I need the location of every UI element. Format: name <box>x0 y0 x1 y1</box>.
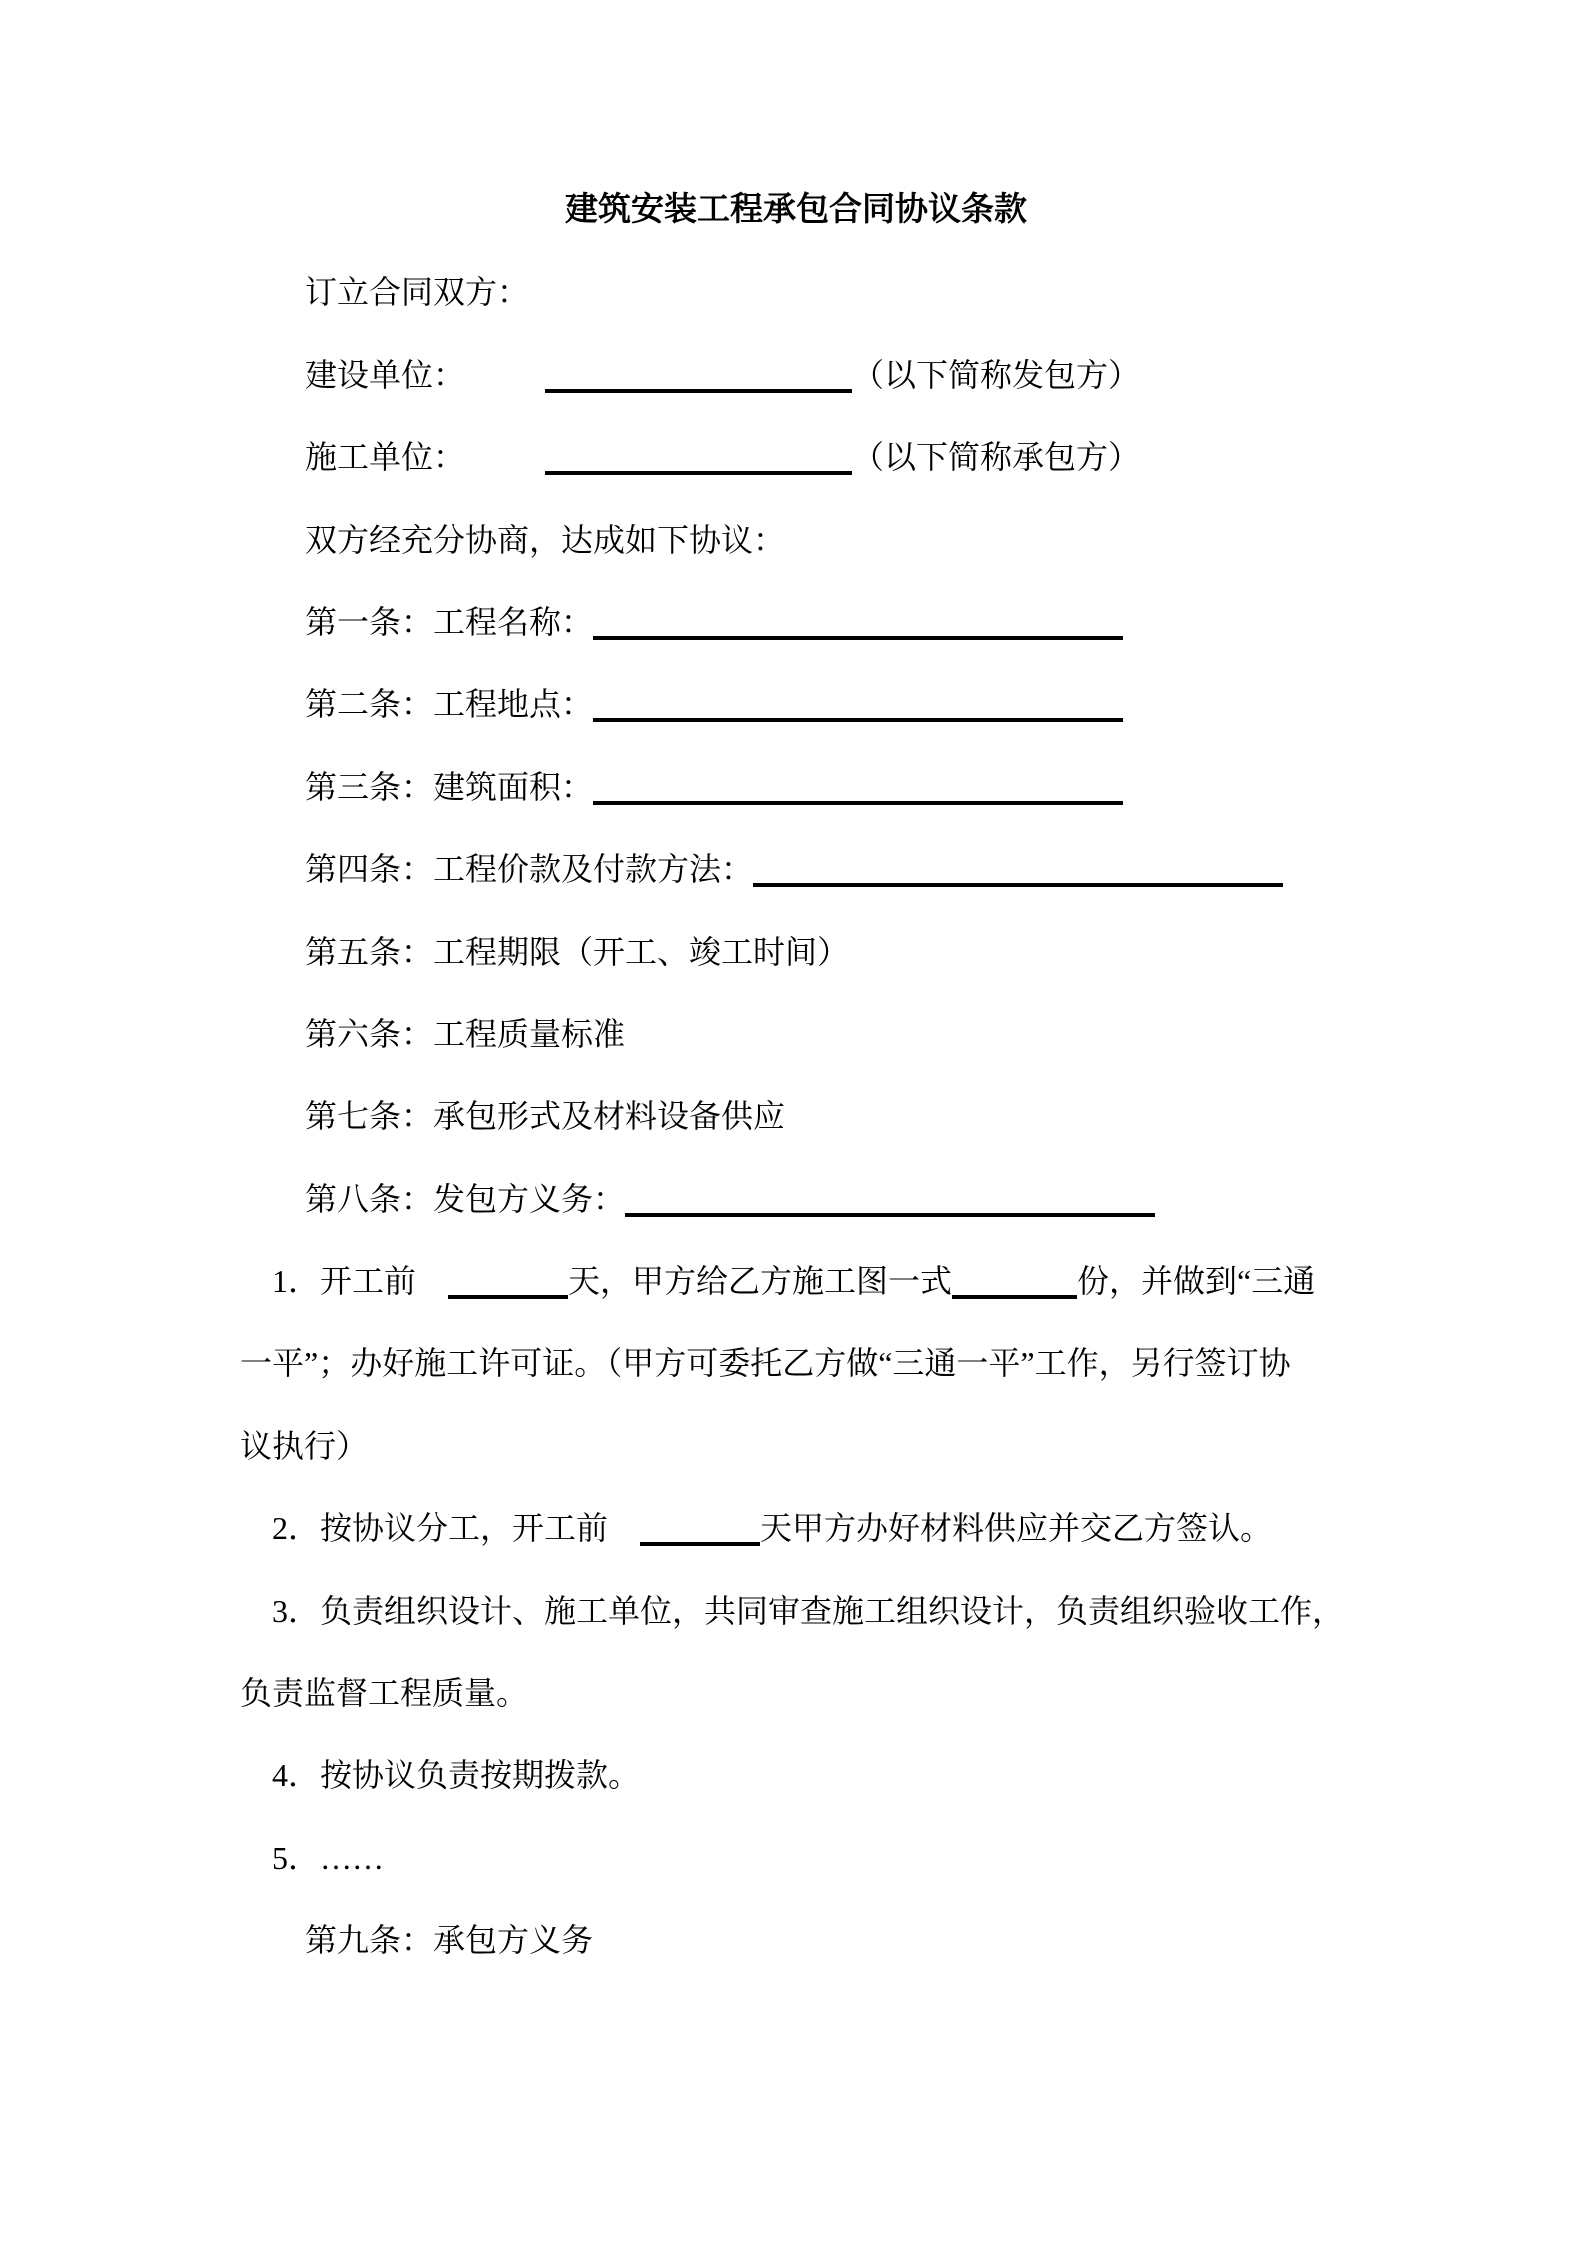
document-title: 建筑安装工程承包合同协议条款 <box>565 192 1027 228</box>
document-line <box>240 581 1352 663</box>
fill-in-blank-underline <box>640 1502 760 1546</box>
document-line <box>240 911 1352 993</box>
fill-in-blank-underline <box>545 431 852 475</box>
document-line <box>240 1487 1352 1569</box>
text-segment: 施工单位： <box>305 439 546 476</box>
text-segment: 第九条：承包方义务 <box>305 1922 594 1959</box>
text-segment: 第四条：工程价款及付款方法： <box>305 851 754 888</box>
text-segment: （以下简称发包方） <box>852 356 1141 393</box>
text-segment: 第一条：工程名称： <box>305 603 594 640</box>
text-segment: 天，甲方给乙方施工图一式 <box>568 1263 953 1300</box>
text-segment: 第八条：发包方义务： <box>305 1180 626 1217</box>
document-line <box>240 334 1352 416</box>
text-segment: 2．按协议分工，开工前 <box>272 1510 641 1547</box>
document-line <box>240 499 1352 581</box>
text-segment: 第七条：承包形式及材料设备供应 <box>305 1098 786 1135</box>
document-line <box>240 1405 1352 1487</box>
fill-in-blank-underline <box>753 843 1283 887</box>
document-line <box>240 416 1352 498</box>
document-line <box>240 993 1352 1075</box>
document-line <box>240 1158 1352 1240</box>
document-line <box>240 1570 1352 1652</box>
fill-in-blank-underline <box>593 596 1123 640</box>
text-segment: 第二条：工程地点： <box>305 686 594 723</box>
document-lines <box>240 251 1352 1981</box>
text-segment: 第五条：工程期限（开工、竣工时间） <box>305 933 850 970</box>
document-line <box>240 663 1352 745</box>
text-segment: 第六条：工程质量标准 <box>305 1015 626 1052</box>
text-segment: 1．开工前 <box>272 1263 449 1300</box>
document-line <box>240 1817 1352 1899</box>
text-segment: 一平”；办好施工许可证。（甲方可委托乙方做“三通一平”工作，另行签订协 <box>240 1345 1291 1382</box>
document-line <box>240 1899 1352 1981</box>
text-segment: 第三条：建筑面积： <box>305 768 594 805</box>
fill-in-blank-underline <box>448 1255 568 1299</box>
fill-in-blank-underline <box>625 1173 1155 1217</box>
document-line <box>240 828 1352 910</box>
text-segment: 4．按协议负责按期拨款。 <box>272 1757 641 1794</box>
document-line <box>240 746 1352 828</box>
document-line <box>240 1734 1352 1816</box>
document-line <box>240 1075 1352 1157</box>
text-segment: 建设单位： <box>305 356 546 393</box>
text-segment: 天甲方办好材料供应并交乙方签认。 <box>760 1510 1273 1547</box>
text-segment: 订立合同双方： <box>305 274 530 311</box>
document-line <box>240 1652 1352 1734</box>
text-segment: 负责监督工程质量。 <box>240 1675 529 1712</box>
text-segment: 份，并做到“三通 <box>1077 1263 1316 1300</box>
fill-in-blank-underline <box>593 761 1123 805</box>
text-segment: 议执行） <box>240 1427 369 1464</box>
fill-in-blank-underline <box>545 349 852 393</box>
text-segment: （以下简称承包方） <box>852 439 1141 476</box>
fill-in-blank-underline <box>593 678 1123 722</box>
fill-in-blank-underline <box>952 1255 1077 1299</box>
document-line <box>240 251 1352 333</box>
document-line <box>240 1240 1352 1322</box>
text-segment: 5．…… <box>272 1839 385 1876</box>
text-segment: 3．负责组织设计、施工单位，共同审查施工组织设计，负责组织验收工作， <box>272 1592 1345 1629</box>
text-segment: 双方经充分协商，达成如下协议： <box>305 521 786 558</box>
document-line <box>240 1322 1352 1404</box>
